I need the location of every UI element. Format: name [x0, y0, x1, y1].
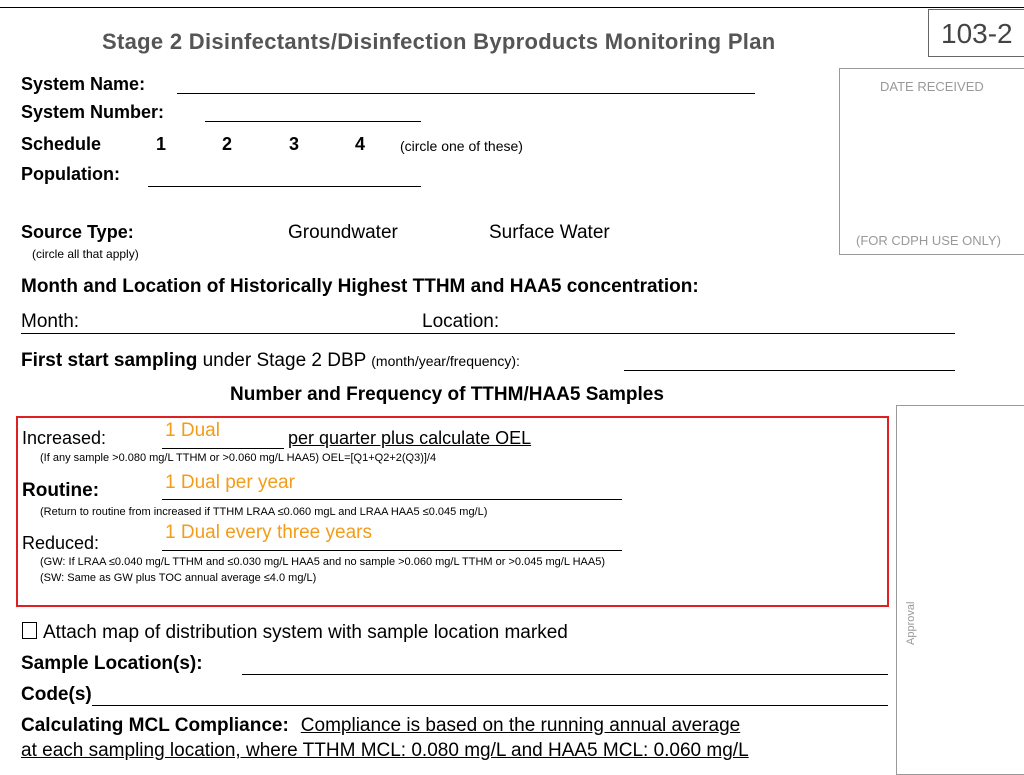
top-rule: [0, 7, 1024, 8]
sample-locations-label: Sample Location(s):: [21, 653, 203, 674]
form-number: 103-2: [928, 9, 1024, 57]
schedule-option-1[interactable]: 1: [156, 134, 167, 154]
date-received-label: DATE RECEIVED: [880, 79, 984, 94]
approval-label: Approval: [905, 601, 917, 645]
mcl-label: Calculating MCL Compliance:: [21, 715, 289, 736]
reduced-note-sw: (SW: Same as GW plus TOC annual average ≤4.0 mg/L): [40, 572, 317, 584]
month-label: Month:: [21, 311, 80, 332]
increased-label: Increased:: [22, 428, 107, 448]
month-location-field[interactable]: [21, 333, 955, 334]
attach-map-label: Attach map of distribution system with sample location marked: [43, 622, 568, 643]
date-received-box: [839, 68, 1024, 255]
samples-heading: Number and Frequency of TTHM/HAA5 Samples: [230, 384, 664, 405]
attach-map-line[interactable]: [22, 622, 568, 644]
schedule-option-3[interactable]: 3: [289, 134, 300, 154]
first-start-line: [21, 350, 520, 372]
codes-label: Code(s): [21, 684, 92, 705]
schedule-label: Schedule: [21, 134, 102, 154]
month-location-heading: Month and Location of Historically Highest TTHM and HAA5 concentration:: [21, 276, 699, 297]
source-type-label: Source Type:: [21, 222, 134, 242]
routine-note: (Return to routine from increased if TTHM LRAA ≤0.060 mgL and LRAA HAA5 ≤0.045 mg/L): [40, 506, 488, 518]
mcl-text-1: Compliance is based on the running annual average: [300, 715, 741, 736]
reduced-field[interactable]: [162, 550, 622, 551]
increased-field[interactable]: [162, 448, 284, 449]
first-start-small: (month/year/frequency):: [371, 353, 520, 369]
attach-map-checkbox[interactable]: [22, 622, 37, 639]
reduced-value[interactable]: 1 Dual every three years: [165, 522, 372, 543]
routine-field[interactable]: [162, 499, 622, 500]
system-number-field[interactable]: [205, 121, 421, 122]
system-number-label: System Number:: [21, 102, 165, 122]
schedule-option-2[interactable]: 2: [222, 134, 233, 154]
groundwater-option[interactable]: Groundwater: [288, 222, 398, 243]
first-start-bold: First start sampling: [21, 350, 198, 371]
increased-note: (If any sample >0.080 mg/L TTHM or >0.060 mg/L HAA5) OEL=[Q1+Q2+2(Q3)]/4: [40, 452, 437, 464]
schedule-hint: (circle one of these): [400, 138, 523, 154]
increased-suffix: per quarter plus calculate OEL: [288, 428, 532, 448]
source-type-hint: (circle all that apply): [32, 247, 139, 261]
mcl-text-2: at each sampling location, where TTHM MCL: 0.080 mg/L and HAA5 MCL: 0.060 mg/L: [21, 740, 749, 761]
form-title: Stage 2 Disinfectants/Disinfection Byproducts Monitoring Plan: [102, 29, 776, 54]
codes-field[interactable]: [92, 705, 888, 706]
location-label: Location:: [422, 311, 500, 332]
cdph-use-only-label: (FOR CDPH USE ONLY): [856, 233, 1001, 248]
routine-label: Routine:: [22, 480, 100, 501]
mcl-line-1: [21, 715, 740, 737]
first-start-rest: under Stage 2 DBP: [197, 350, 372, 371]
population-field[interactable]: [148, 186, 421, 187]
schedule-option-4[interactable]: 4: [355, 134, 366, 154]
system-name-label: System Name:: [21, 74, 146, 94]
routine-value[interactable]: 1 Dual per year: [165, 472, 295, 493]
approval-box: [896, 405, 1024, 775]
population-label: Population:: [21, 164, 120, 184]
increased-value[interactable]: 1 Dual: [165, 420, 220, 441]
first-start-field[interactable]: [624, 370, 955, 371]
sample-locations-field[interactable]: [242, 674, 888, 675]
reduced-note-gw: (GW: If LRAA ≤0.040 mg/L TTHM and ≤0.030 mg/L HAA5 and no sample >0.060 mg/L TTHM or >0.045 mg/L HAA5): [40, 556, 605, 568]
system-name-field[interactable]: [177, 93, 755, 94]
surface-water-option[interactable]: Surface Water: [489, 222, 610, 243]
reduced-label: Reduced:: [22, 533, 100, 553]
